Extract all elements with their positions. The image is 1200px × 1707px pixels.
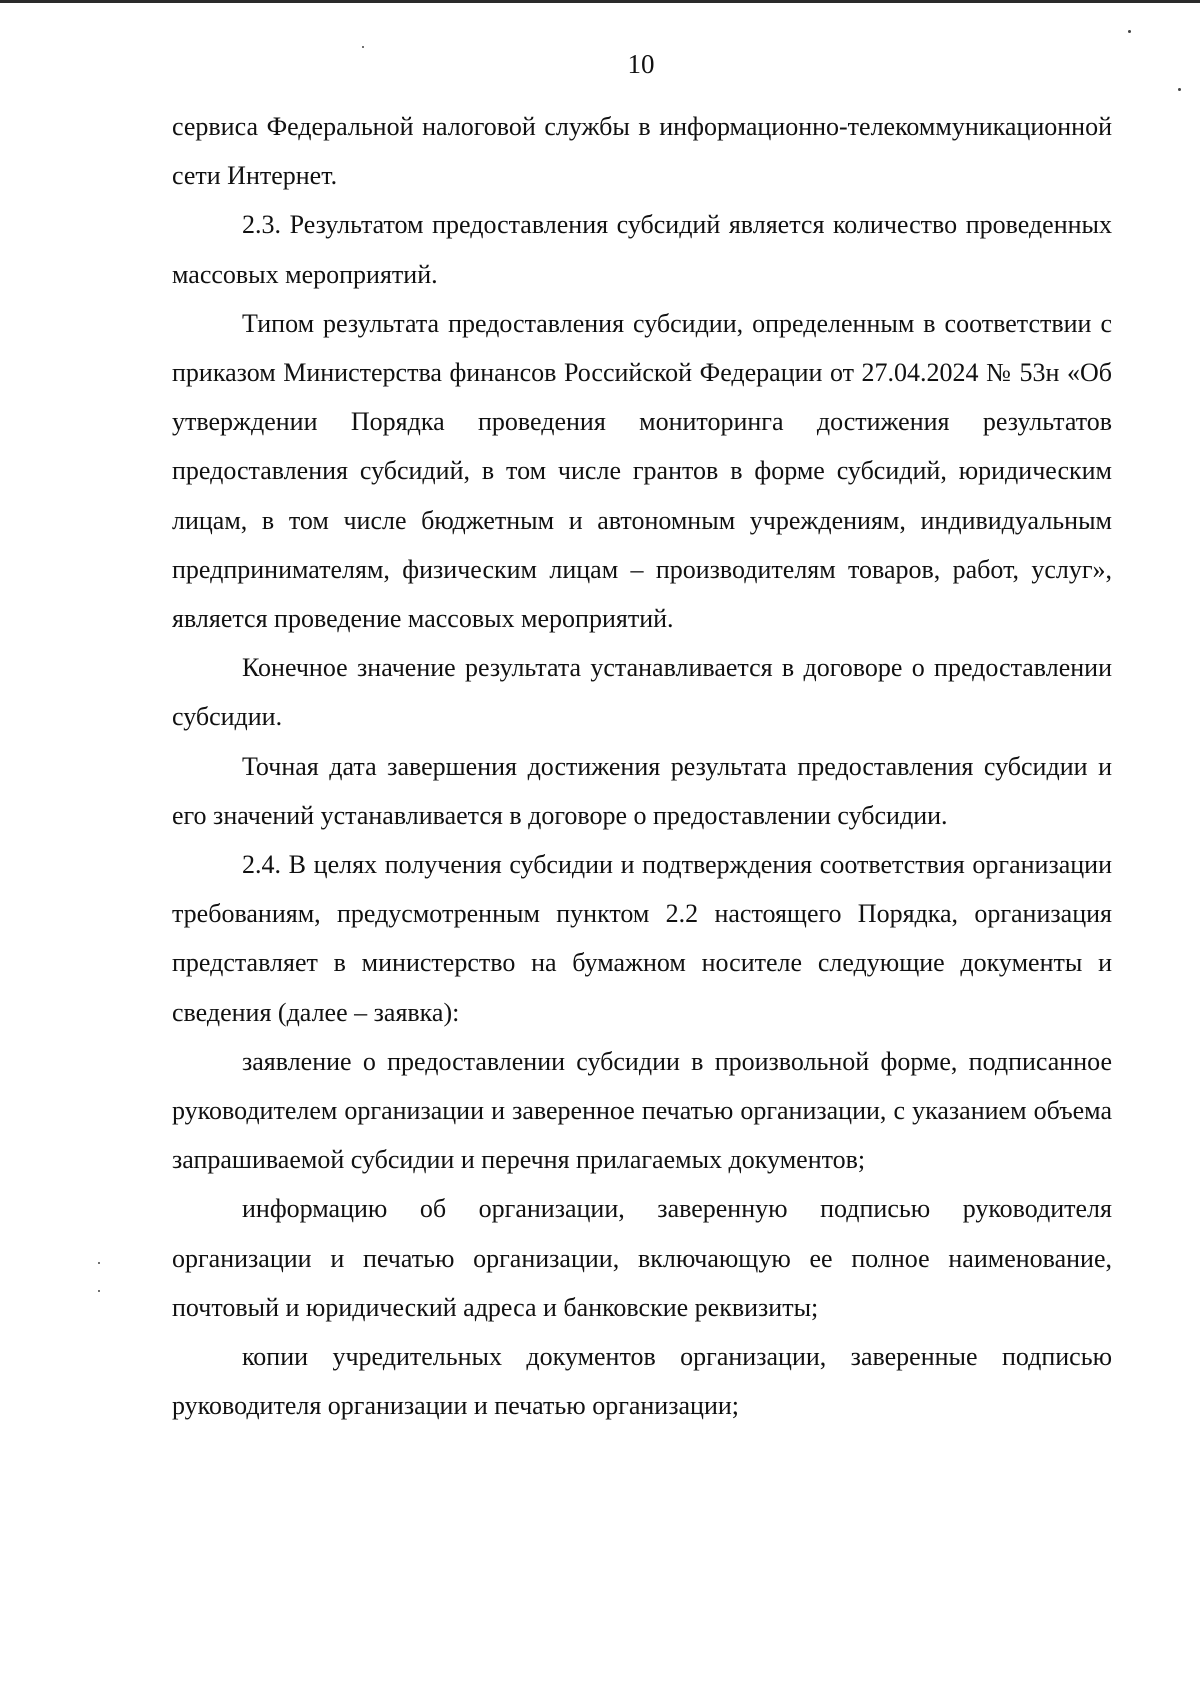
page-top-edge xyxy=(0,0,1200,3)
scan-speck xyxy=(98,1290,100,1292)
list-item-founding-documents: копии учредительных документов организации, заверенные подписью руководителя организации и печатью организации; xyxy=(172,1342,1112,1421)
scan-speck xyxy=(362,46,364,48)
scan-speck xyxy=(98,1262,100,1264)
paragraph-exact-date: Точная дата завершения достижения результата предоставления субсидии и его значений устанавливается в договоре о предоставлении субсидии. xyxy=(172,751,1112,830)
paragraph-result-type: Типом результата предоставления субсидии, определенным в соответствии с приказом Министерства финансов Российской Федерации от 27.04.2024 № 53н «Об утверждении Порядка проведения мониторинга достижения результатов предоставления субсидий, в том числе грантов в форме субсидий, юридическим лицам, в том числе бюджетным и автономным учреждениям, индивидуальным предпринимателям, физическим лицам – производителям товаров, работ, услуг», является проведение массовых мероприятий. xyxy=(172,308,1112,634)
list-item-application: заявление о предоставлении субсидии в произвольной форме, подписанное руководителем организации и заверенное печатью организации, с указанием объема запрашиваемой субсидии и перечня прилагаемых документов; xyxy=(172,1046,1112,1175)
scan-speck xyxy=(1128,30,1131,33)
paragraph-final-value: Конечное значение результата устанавливается в договоре о предоставлении субсидии. xyxy=(172,653,1112,732)
page-number: 10 xyxy=(627,49,655,79)
document-body xyxy=(172,102,1112,1430)
list-item-organization-info: информацию об организации, заверенную подписью руководителя организации и печатью организации, включающую ее полное наименование, почтовый и юридический адреса и банковские реквизиты; xyxy=(172,1194,1112,1322)
paragraph-2-4: 2.4. В целях получения субсидии и подтверждения соответствия организации требованиям, предусмотренным пунктом 2.2 настоящего Порядка, организация представляет в министерство на бумажном носителе следующие документы и сведения (далее – заявка): xyxy=(172,850,1112,1027)
scan-speck xyxy=(1178,88,1181,91)
paragraph-2-3: 2.3. Результатом предоставления субсидий является количество проведенных массовых мероприятий. xyxy=(172,210,1112,289)
paragraph-continuation: сервиса Федеральной налоговой службы в информационно-телекоммуникационной сети Интернет. xyxy=(172,112,1112,191)
